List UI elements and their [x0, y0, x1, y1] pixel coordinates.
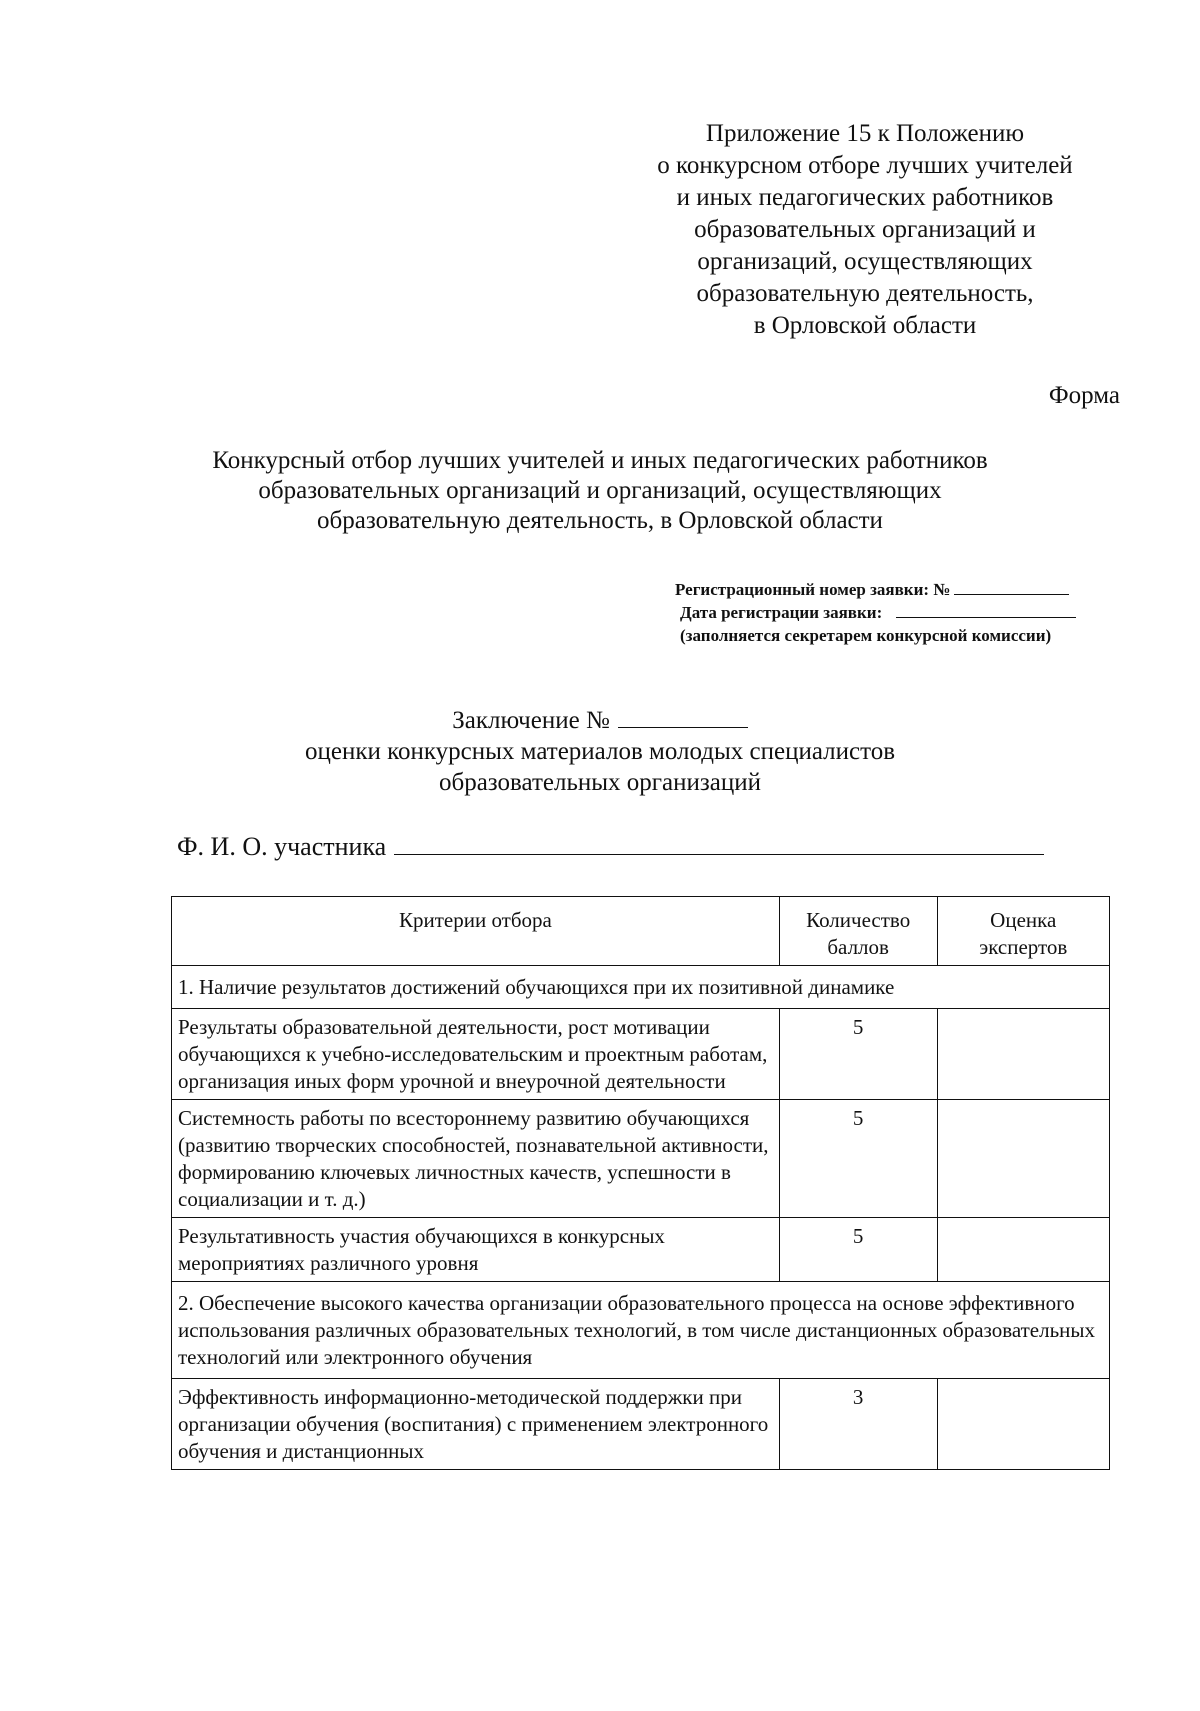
expert-score-cell[interactable]: [937, 1218, 1109, 1282]
registration-number-row: [675, 578, 1076, 601]
header-experts: Оценка экспертов: [937, 897, 1109, 966]
conclusion-label: Заключение №: [452, 707, 610, 734]
appendix-line: о конкурсном отборе лучших учителей: [657, 152, 1073, 179]
title-line: Конкурсный отбор лучших учителей и иных педагогических работников: [212, 447, 988, 474]
participant-name-field[interactable]: [394, 832, 1044, 855]
table-row: [172, 1009, 1110, 1100]
criterion-cell: Результативность участия обучающихся в конкурсных мероприятиях различного уровня: [172, 1218, 780, 1282]
points-cell: 5: [779, 1100, 937, 1218]
conclusion-line: образовательных организаций: [438, 769, 761, 796]
conclusion-number-field[interactable]: [618, 707, 748, 728]
table-row: [172, 1379, 1110, 1470]
conclusion-number-row: [0, 705, 1200, 736]
form-label: Форма: [1048, 382, 1120, 409]
criterion-cell: Системность работы по всестороннему развитию обучающихся (развитию творческих способностей, познавательной активности, формированию ключевых личностных качеств, успешности в социализации и т. д.): [172, 1100, 780, 1218]
appendix-line: организаций, осуществляющих: [697, 248, 1033, 275]
points-cell: 3: [779, 1379, 937, 1470]
registration-block: [675, 578, 1076, 647]
section-title: 2. Обеспечение высокого качества организации образовательного процесса на основе эффективного использования различных образовательных технологий, в том числе дистанционных образовательных технологий или электронного обучения: [172, 1282, 1110, 1379]
appendix-header: [600, 118, 1130, 342]
appendix-line: и иных педагогических работников: [676, 184, 1054, 211]
section-title: 1. Наличие результатов достижений обучающихся при их позитивной динамике: [172, 966, 1110, 1009]
criteria-table: [171, 896, 1110, 1470]
points-cell: 5: [779, 1009, 937, 1100]
document-title: [0, 446, 1200, 536]
appendix-line: в Орловской области: [753, 312, 977, 339]
criterion-cell: Эффективность информационно-методической поддержки при организации обучения (воспитания) с применением электронного обучения и дистанционных: [172, 1379, 780, 1470]
title-line: образовательных организаций и организаций, осуществляющих: [258, 477, 942, 504]
registration-date-row: [675, 601, 1076, 624]
appendix-line: Приложение 15 к Положению: [705, 120, 1025, 147]
title-line: образовательную деятельность, в Орловской области: [317, 507, 883, 534]
expert-score-cell[interactable]: [937, 1379, 1109, 1470]
registration-note: (заполняется секретарем конкурсной комиссии): [680, 626, 1052, 645]
table-row-section: [172, 966, 1110, 1009]
participant-label: Ф. И. О. участника: [177, 832, 387, 861]
registration-date-label: Дата регистрации заявки:: [680, 603, 883, 622]
appendix-line: образовательную деятельность,: [696, 280, 1034, 307]
table-row-section: [172, 1282, 1110, 1379]
table-row: [172, 1218, 1110, 1282]
registration-number-field[interactable]: [954, 579, 1069, 595]
conclusion-line: оценки конкурсных материалов молодых специалистов: [304, 738, 896, 765]
table-header-row: [172, 897, 1110, 966]
appendix-line: образовательных организаций и: [694, 216, 1036, 243]
expert-score-cell[interactable]: [937, 1100, 1109, 1218]
criterion-cell: Результаты образовательной деятельности, рост мотивации обучающихся к учебно-исследовательским и проектным работам, организация иных форм урочной и внеурочной деятельности: [172, 1009, 780, 1100]
header-points: Количество баллов: [779, 897, 937, 966]
table-row: [172, 1100, 1110, 1218]
participant-row: [177, 832, 1044, 862]
header-criteria: Критерии отбора: [172, 897, 780, 966]
conclusion-heading: [0, 705, 1200, 798]
registration-date-field[interactable]: [896, 602, 1076, 618]
registration-number-label: Регистрационный номер заявки: №: [675, 580, 951, 599]
expert-score-cell[interactable]: [937, 1009, 1109, 1100]
points-cell: 5: [779, 1218, 937, 1282]
